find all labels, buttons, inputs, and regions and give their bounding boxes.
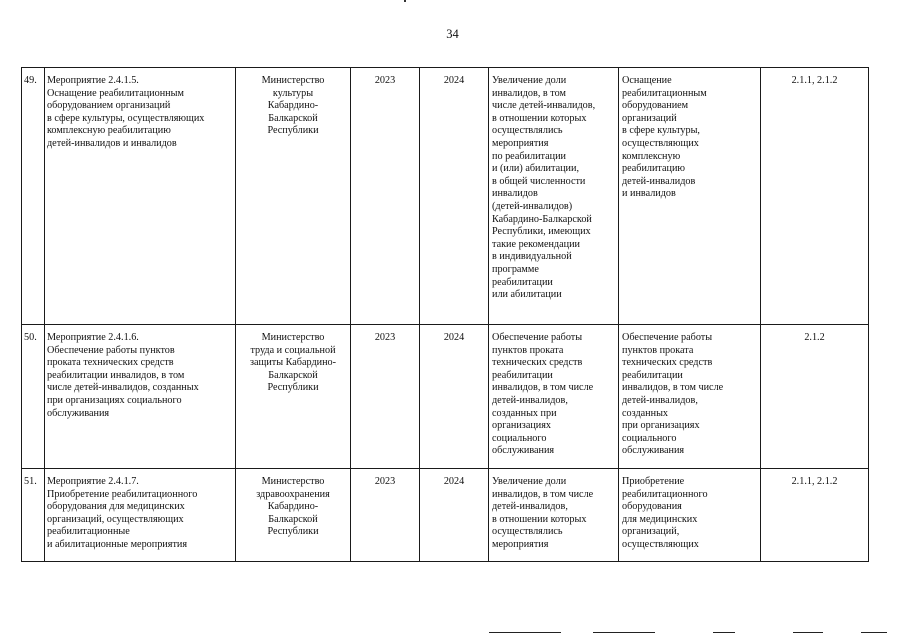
footer-rule <box>489 632 561 633</box>
executor: Министерство труда и социальной защиты Кабардино- Балкарской Республики <box>236 325 351 469</box>
indicator-link: 2.1.2 <box>761 325 869 469</box>
row-number: 51. <box>22 469 45 562</box>
footer-rule <box>713 632 735 633</box>
table-row <box>22 68 869 325</box>
indicator-link: 2.1.1, 2.1.2 <box>761 68 869 325</box>
start-year: 2023 <box>351 325 420 469</box>
end-year: 2024 <box>420 325 489 469</box>
footer-rules <box>0 630 905 636</box>
scan-mark <box>404 0 406 2</box>
expected-result: Увеличение доли инвалидов, в том числе детей-инвалидов, в отношении которых осуществлялись мероприятия по реабилитации и (или) абилитации, в общей численности инвалидов (детей-инвалидов) Кабардино-Балкарской Республики, имеющих такие рекомендации в индивидуальной программе реабилитации или абилитации <box>489 68 619 325</box>
measure-name: Мероприятие 2.4.1.5. Оснащение реабилитационным оборудованием организаций в сфере культуры, осуществляющих комплексную реабилитацию детей-инвалидов и инвалидов <box>45 68 236 325</box>
expected-result: Обеспечение работы пунктов проката технических средств реабилитации инвалидов, в том числе детей-инвалидов, созданных при организациях социального обслуживания <box>489 325 619 469</box>
measures-table <box>21 67 869 562</box>
row-number: 49. <box>22 68 45 325</box>
end-year: 2024 <box>420 68 489 325</box>
start-year: 2023 <box>351 68 420 325</box>
table-row <box>22 325 869 469</box>
footer-rule <box>593 632 655 633</box>
description: Приобретение реабилитационного оборудования для медицинских организаций, осуществляющих <box>619 469 761 562</box>
table-row <box>22 469 869 562</box>
expected-result: Увеличение доли инвалидов, в том числе детей-инвалидов, в отношении которых осуществлялись мероприятия <box>489 469 619 562</box>
row-number: 50. <box>22 325 45 469</box>
description: Обеспечение работы пунктов проката технических средств реабилитации инвалидов, в том числе детей-инвалидов, созданных при организациях социального обслуживания <box>619 325 761 469</box>
footer-rule <box>793 632 823 633</box>
end-year: 2024 <box>420 469 489 562</box>
executor: Министерство культуры Кабардино- Балкарской Республики <box>236 68 351 325</box>
indicator-link: 2.1.1, 2.1.2 <box>761 469 869 562</box>
description: Оснащение реабилитационным оборудованием организаций в сфере культуры, осуществляющих комплексную реабилитацию детей-инвалидов и инвалидов <box>619 68 761 325</box>
measure-name: Мероприятие 2.4.1.6. Обеспечение работы пунктов проката технических средств реабилитации инвалидов, в том числе детей-инвалидов, созданных при организациях социального обслуживания <box>45 325 236 469</box>
measure-name: Мероприятие 2.4.1.7. Приобретение реабилитационного оборудования для медицинских организаций, осуществляющих реабилитационные и абилитационные мероприятия <box>45 469 236 562</box>
executor: Министерство здравоохранения Кабардино- Балкарской Республики <box>236 469 351 562</box>
footer-rule <box>861 632 887 633</box>
start-year: 2023 <box>351 469 420 562</box>
page-number: 34 <box>446 27 459 41</box>
